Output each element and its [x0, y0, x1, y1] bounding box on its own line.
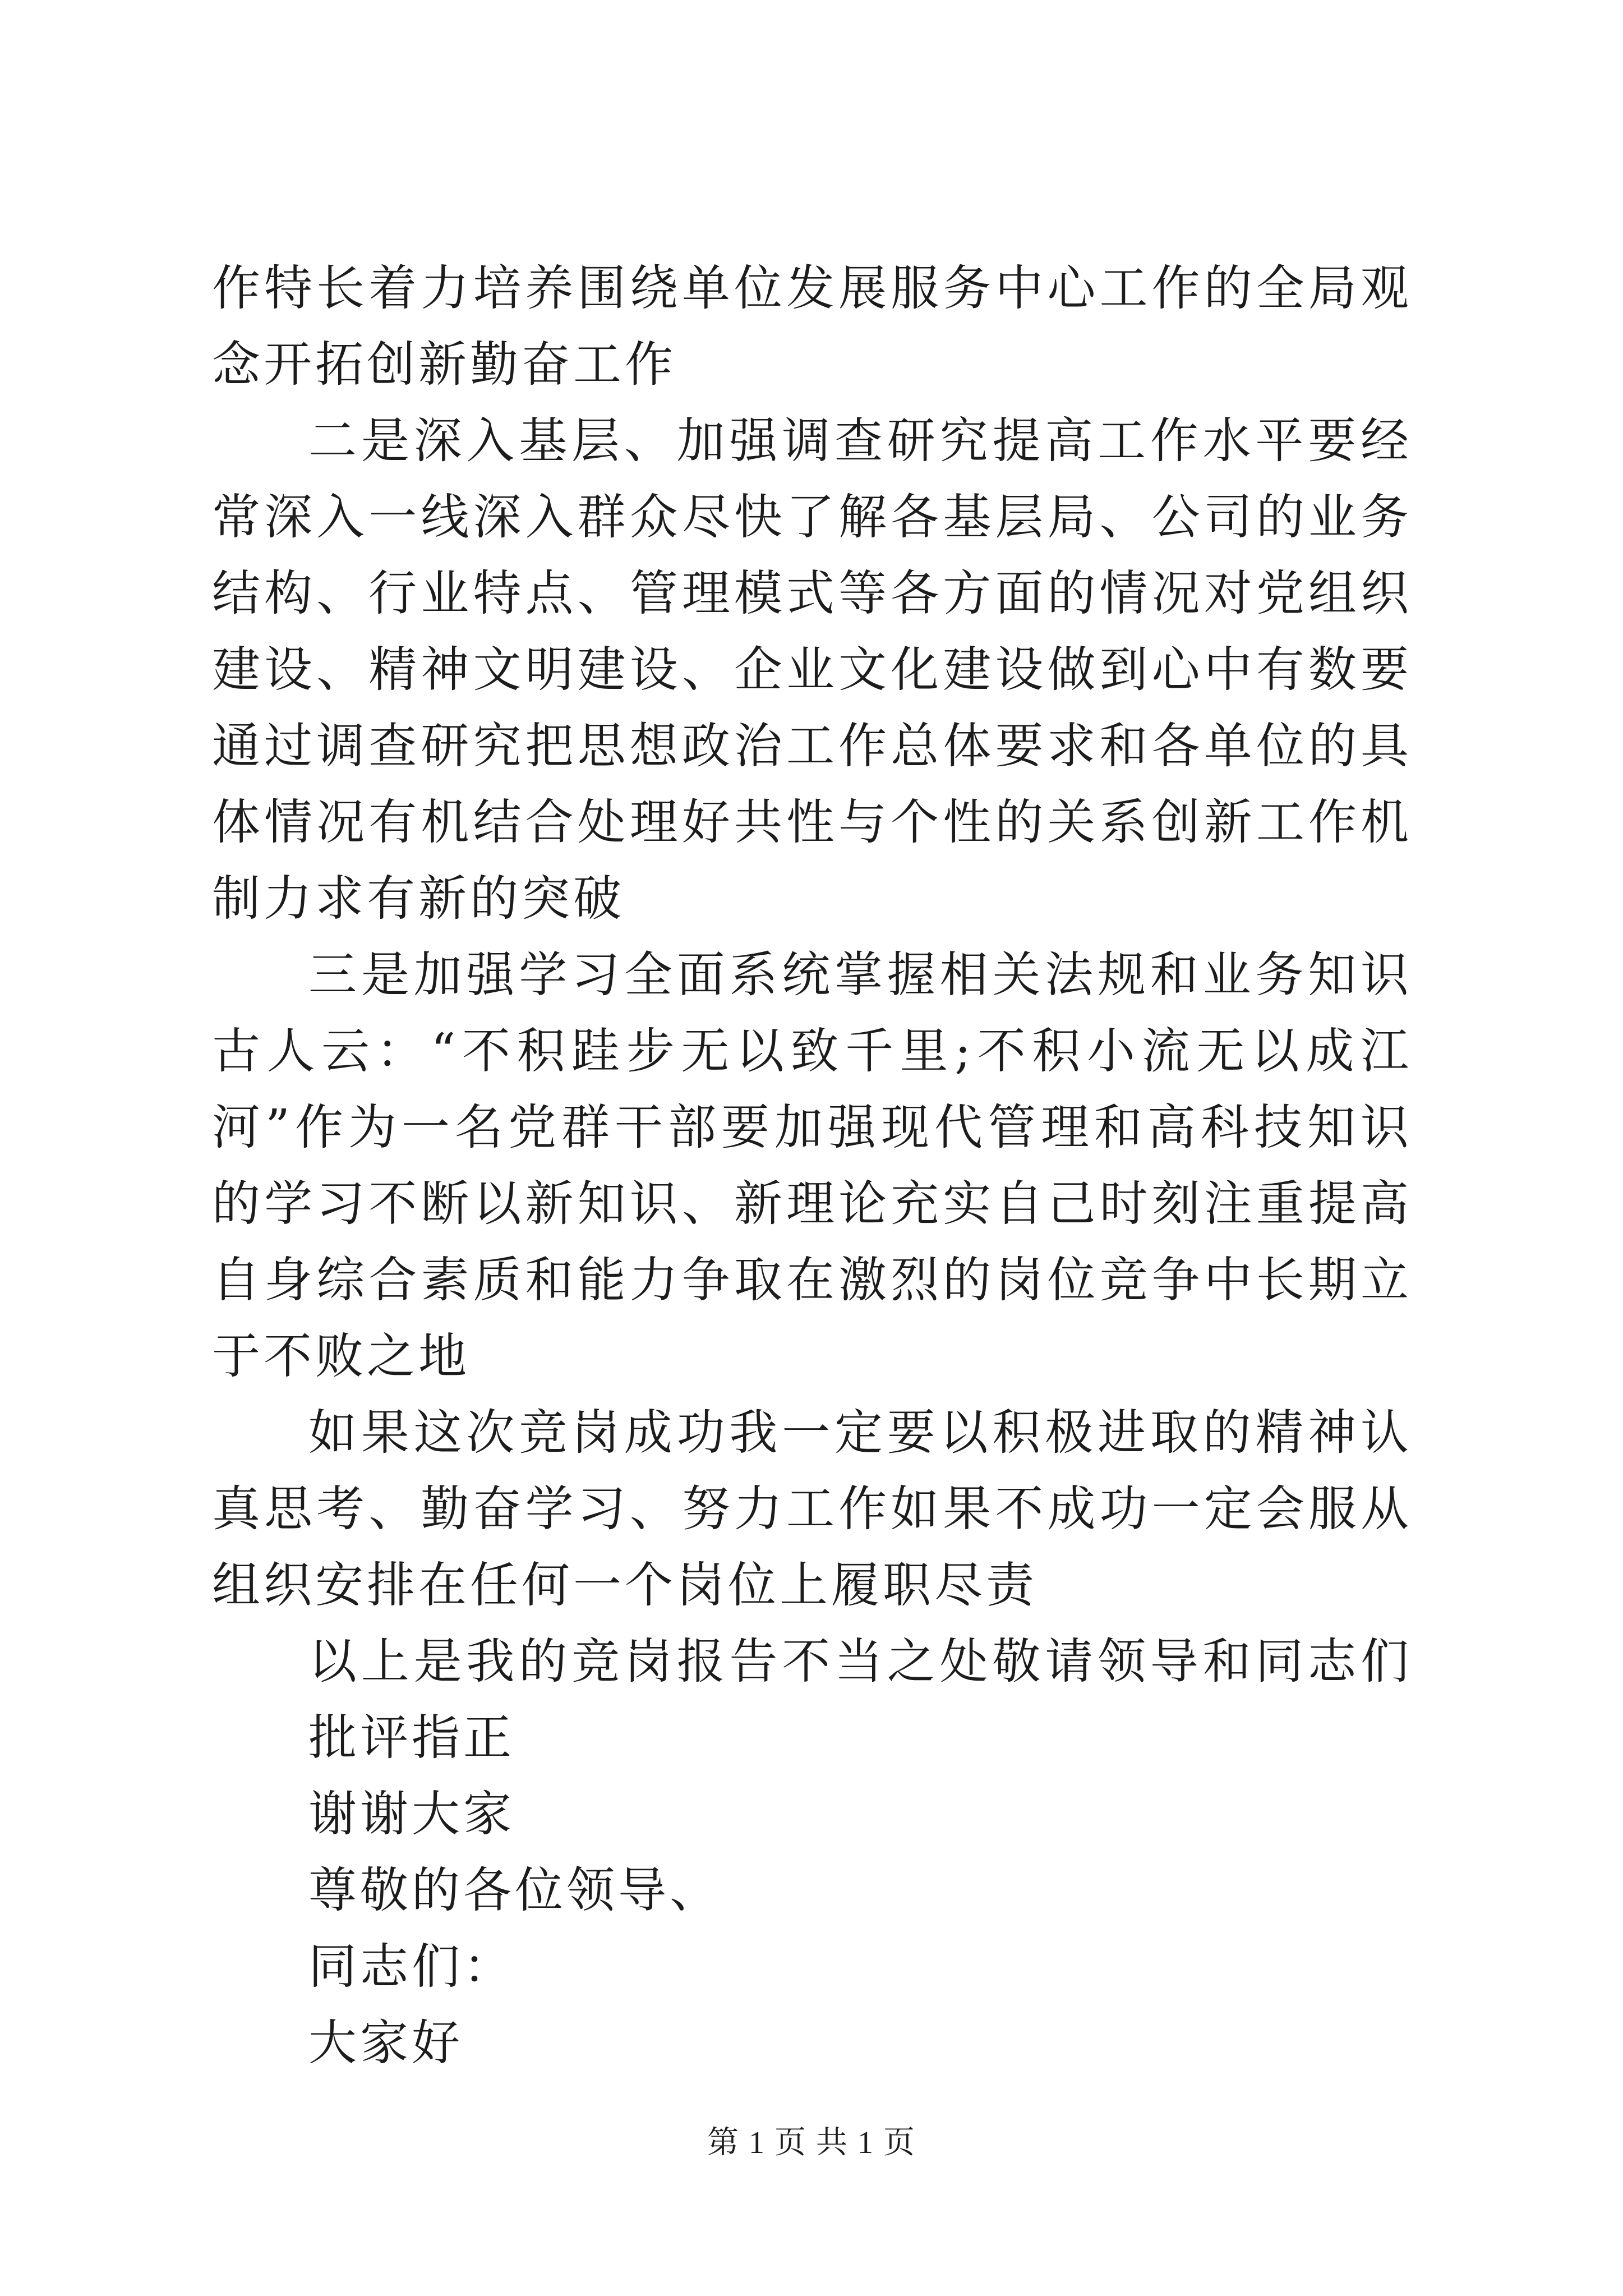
paragraph-commitment: 如果这次竞岗成功我一定要以积极进取的精神认真思考、勤奋学习、努力工作如果不成功一定会服从组织安排在任何一个岗位上履职尽责	[212, 1405, 1412, 1613]
paragraph-closing: 以上是我的竞岗报告不当之处敬请领导和同志们批评指正	[308, 1634, 1412, 1766]
paragraph-thanks: 谢谢大家	[308, 1786, 515, 1842]
paragraph-point-three: 三是加强学习全面系统掌握相关法规和业务知识古人云：“不积跬步无以致千里;不积小流无以成江河”作为一名党群干部要加强现代管理和高科技知识的学习不断以新知识、新理论充实自己时刻注重提高自身综合素质和能力争取在激烈的岗位竞争中长期立于不败之地	[212, 947, 1412, 1384]
document-body	[212, 250, 1412, 2081]
paragraph-continuation: 作特长着力培养围绕单位发展服务中心工作的全局观念开拓创新勤奋工作	[212, 260, 1412, 393]
paragraph-point-two: 二是深入基层、加强调查研究提高工作水平要经常深入一线深入群众尽快了解各基层局、公司的业务结构、行业特点、管理模式等各方面的情况对党组织建设、精神文明建设、企业文化建设做到心中有数要通过调查研究把思想政治工作总体要求和各单位的具体情况有机结合处理好共性与个性的关系创新工作机制力求有新的突破	[212, 413, 1412, 927]
paragraph-salutation-comrades: 同志们：	[308, 1939, 515, 1995]
paragraph-greeting: 大家好	[308, 2015, 463, 2071]
page-number-footer: 第 1 页 共 1 页	[707, 2125, 916, 2160]
paragraph-salutation-leaders: 尊敬的各位领导、	[308, 1862, 721, 1918]
